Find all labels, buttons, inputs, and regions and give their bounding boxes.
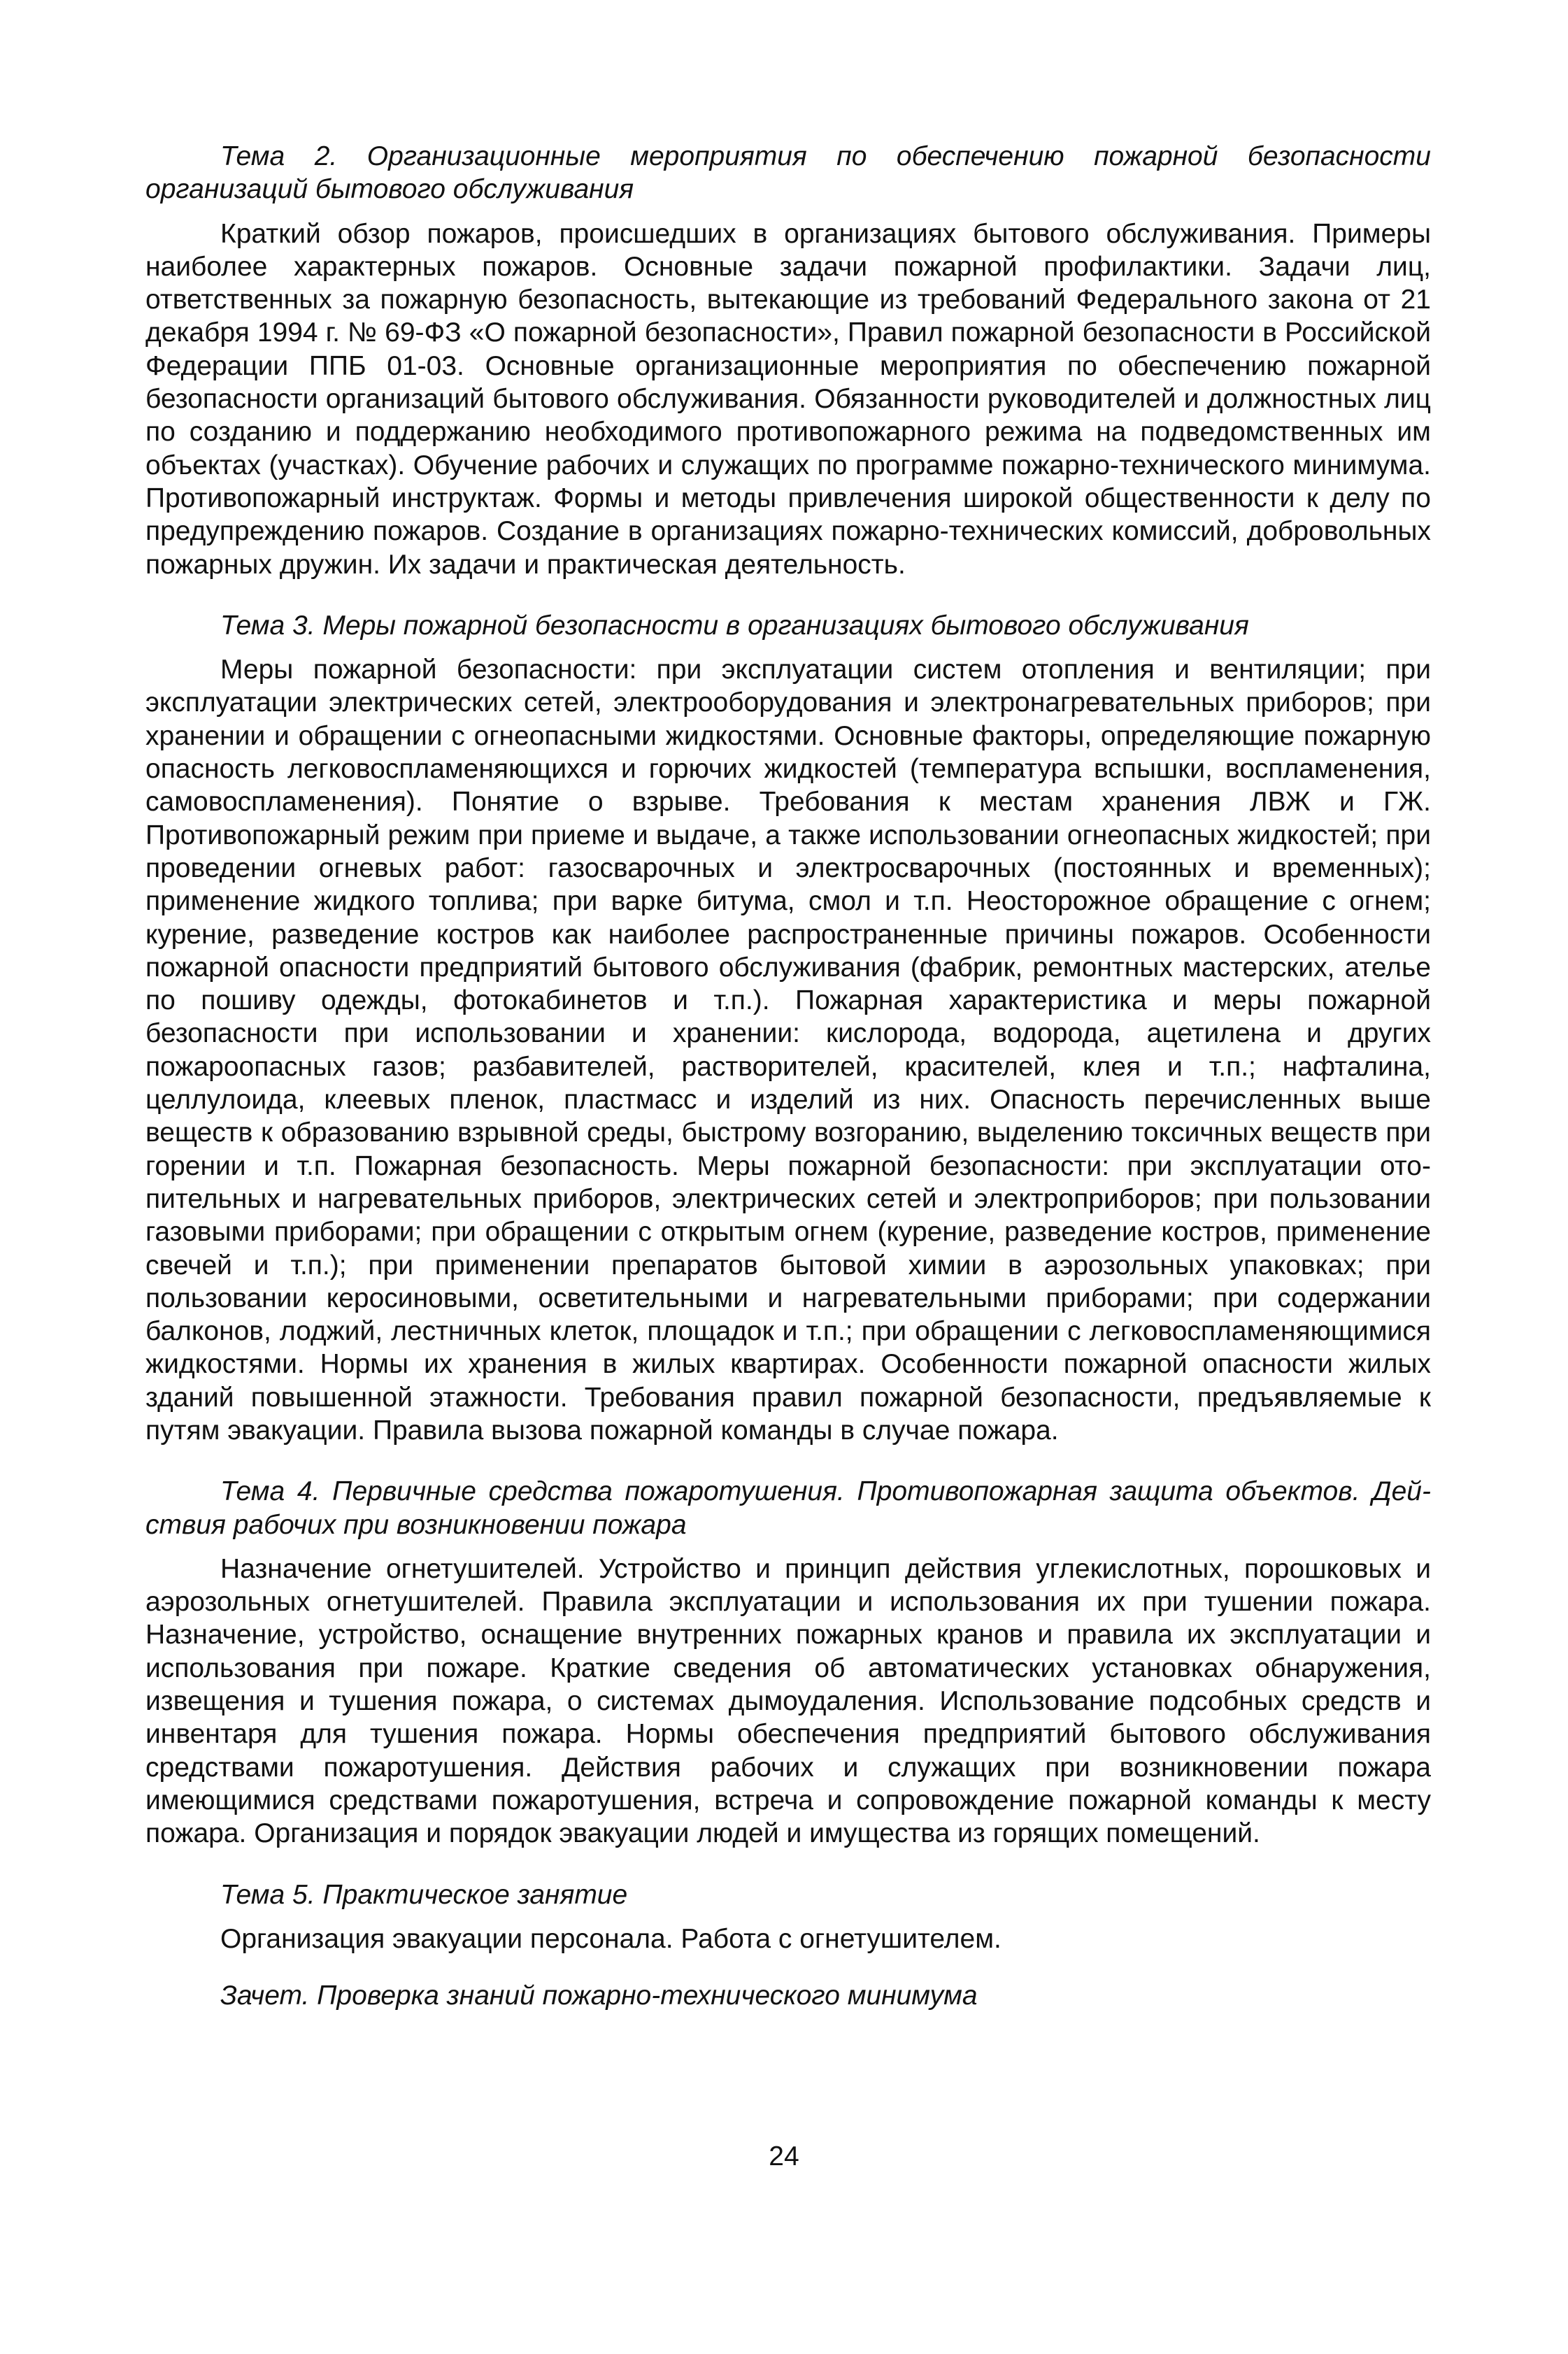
section-heading: Тема 3. Меры пожарной безопасности в организациях бытового обслуживания xyxy=(220,610,1249,641)
section-tema-4 xyxy=(145,1475,1431,1850)
page-number: 24 xyxy=(769,2141,799,2171)
section-body: Организация эвакуации персонала. Работа с огнетушителем. xyxy=(220,1923,1002,1954)
section-heading: Тема 5. Практическое занятие xyxy=(220,1879,628,1910)
section-tema-3 xyxy=(145,609,1431,1447)
section-tema-5 xyxy=(145,1878,1431,1956)
section-tema-2 xyxy=(145,140,1431,581)
section-heading: Тема 2. Организационные мероприятия по обеспечению пожарной безопасности организаций бытового обслуживания xyxy=(145,141,1431,205)
section-body: Назначение огнетушителей. Устройство и принцип действия углекислотных, порошковых и аэрозольных огнетушителей. Правила эксплуатации и использования их при тушении пожара. Назначение, устройство, оснащение внутренних пожарных кранов и правила их эксплуатации и использования при пожаре. Краткие сведения об автоматических установках обнаружения, извещения и тушения пожара, о системах дымоудаления. Использование подсобных средств и инвентаря для тушения пожара. Нормы обеспечения предприятий бытового обслуживания средствами пожаротушения. Действия рабочих и служащих при возникновении пожара имеющимися средствами пожаротушения, встреча и сопровождение пожарной команды к месту пожара. Организация и порядок эвакуации людей и имущества из горящих помещений. xyxy=(145,1553,1431,1849)
zachet-line: Зачет. Проверка знаний пожарно-технического минимума xyxy=(220,1981,978,2011)
section-body: Меры пожарной безопасности: при эксплуатации систем отопления и вентиляции; при эксплуатации электрических сетей, электрооборудования и электронагревательных приборов; при хранении и обращении с огнеопасными жидкостями. Основные факторы, определяющие пожарную опасность легковоспламеняющихся и горючих жидкостей (температура вспышки, воспламенения, самовоспламенения). Понятие о взрыве. Требования к местам хранения ЛВЖ и ГЖ. Противопожарный режим при приеме и выдаче, а также использовании огнеопасных жидкостей; при проведении огневых работ: газосварочных и электросварочных (постоянных и временных); применение жидкого топлива; при варке битума, смол и т.п. Неосторожное обращение с огнем; курение, разведение костров как наиболее распространенные причины пожаров. Особенности пожарной опасности предприятий бытового обслуживания (фабрик, ремонтных мастерских, ателье по пошиву одежды, фотокабинетов и т.п.). Пожарная характеристика и меры пожарной безопасности при использовании и хранении: кислорода, водорода, ацетилена и других пожароопасных газов; разбавителей, растворителей, красителей, клея и т.п.; нафталина, целлулоида, клеевых пленок, пластмасс и изделий из них. Опасность перечисленных выше веществ к образованию взрывной среды, быстрому возгоранию, выделению токсичных веществ при горении и т.п. Пожарная безопасность. Меры пожарной безопасности: при эксплуатации отопительных и нагревательных приборов, электрических сетей и электроприборов; при пользовании газовыми приборами; при обращении с открытым огнем (курение, разведение костров, применение свечей и т.п.); при применении препаратов бытовой химии в аэрозольных упаковках; при пользовании керосиновыми, осветительными и нагревательными приборами; при содержании балконов, лоджий, лестничных клеток, площадок и т.п.; при обращении с легковоспламеняющимися жидкостями. Нормы их хранения в жилых квартирах. Особенности пожарной опасности жилых зданий повышенной этажности. Требования правил пожарной безопасности, предъявляемые к путям эвакуации. Правила вызова пожарной команды в случае пожара. xyxy=(145,655,1431,1446)
section-heading: Тема 4. Первичные средства пожаротушения. Противопожарная защита объектов. Действия рабочих при возникновении пожара xyxy=(145,1476,1431,1540)
section-body: Краткий обзор пожаров, происшедших в организациях бытового обслуживания. Примеры наиболее характерных пожаров. Основные задачи пожарной профилактики. Задачи лиц, ответственных за пожарную безопасность, вытекающие из требований Федерального закона от 21 декабря 1994 г. № 69-ФЗ «О пожарной безопасности», Правил пожарной безопасности в Российской Федерации ППБ 01-03. Основные организационные мероприятия по обеспечению пожарной безопасности организаций бытового обслуживания. Обязанности руководителей и должностных лиц по созданию и поддержанию необходимого противопожарного режима на подведомственных им объектах (участках). Обучение рабочих и служащих по программе пожарно-технического минимума. Противопожарный инструктаж. Формы и методы привлечения широкой общественности к делу по предупреждению пожаров. Создание в организациях пожарно-технических комиссий, добровольных пожарных дружин. Их задачи и практическая деятельность. xyxy=(145,218,1431,580)
document-page xyxy=(145,140,1431,2012)
